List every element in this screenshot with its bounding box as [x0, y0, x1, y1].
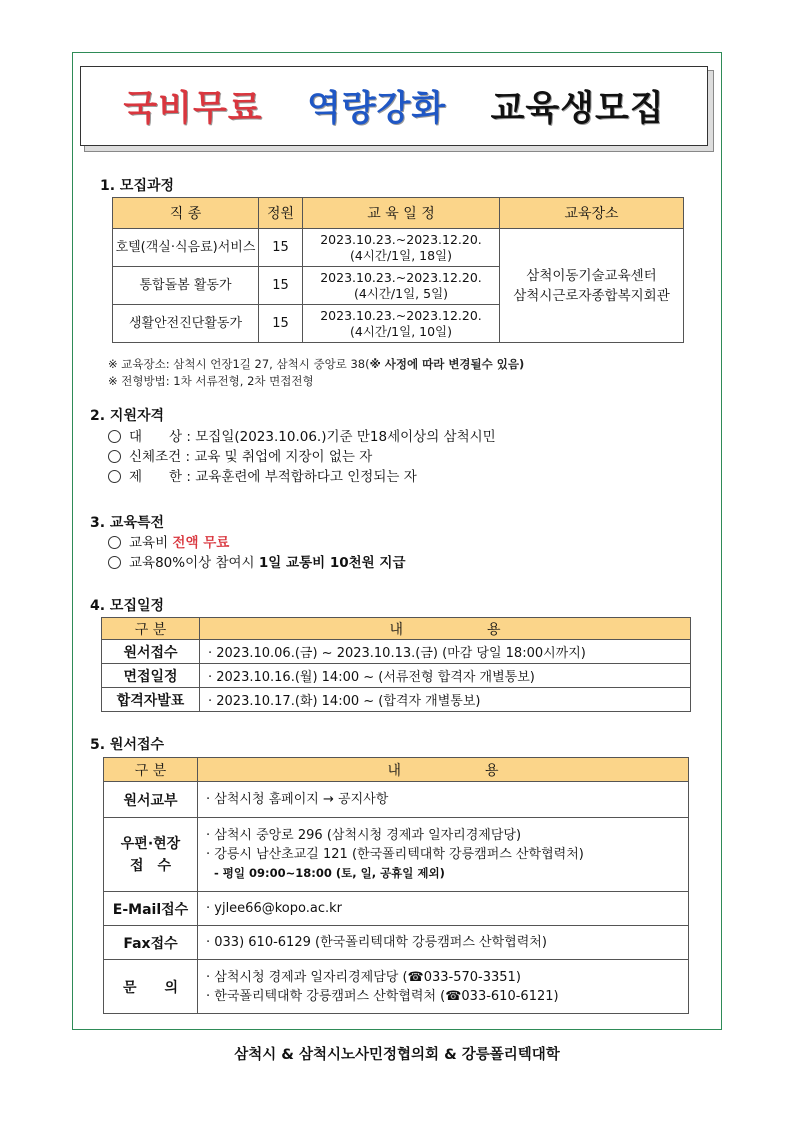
col-header-category: 구 분 — [104, 758, 198, 782]
benefit-highlight: 전액 무료 — [172, 535, 230, 551]
table-row — [102, 664, 691, 688]
eligibility-text: 교육 및 취업에 지장이 없는 자 — [194, 449, 373, 465]
schedule-detail: (4시간/1일, 10일) — [349, 323, 453, 339]
application-value-line: · 삼척시청 경제과 일자리경제담당 (☎033-570-3351) — [206, 969, 521, 985]
job-cell: 호텔(객실·식음료)서비스 — [113, 229, 259, 267]
note-place-warning: ※ 사정에 따라 변경될수 있음) — [369, 357, 525, 371]
quota-cell: 15 — [259, 267, 303, 305]
eligibility-item: 제 한 : 교육훈련에 부적합하다고 인정되는 자 — [108, 465, 417, 485]
schedule-key: 합격자발표 — [102, 688, 200, 712]
application-key: Fax접수 — [104, 926, 198, 960]
note-place-text: ※ 교육장소: 삼척시 언장1길 27, 삼척시 중앙로 38( — [108, 357, 370, 371]
circle-bullet-icon — [108, 536, 121, 549]
note-selection: ※ 전형방법: 1차 서류전형, 2차 면접전형 — [108, 374, 314, 388]
section5-heading: 5. 원서접수 — [90, 737, 165, 753]
job-cell: 통합돌봄 활동가 — [113, 267, 259, 305]
title-banner — [80, 66, 708, 146]
application-key-line: 접 수 — [129, 857, 172, 874]
table-row — [104, 926, 689, 960]
application-value: · yjlee66@kopo.ac.kr — [198, 892, 689, 926]
col-header-schedule: 교 육 일 정 — [303, 198, 500, 229]
schedule-table — [101, 617, 691, 712]
circle-bullet-icon — [108, 470, 121, 483]
place-line-1: 삼척이동기술교육센터 — [526, 267, 657, 284]
job-cell: 생활안전진단활동가 — [113, 305, 259, 343]
section3-heading: 3. 교육특전 — [90, 515, 165, 531]
schedule-key: 원서접수 — [102, 640, 200, 664]
table-row — [102, 688, 691, 712]
benefit-item — [108, 551, 406, 571]
application-key: E-Mail접수 — [104, 892, 198, 926]
col-header-job: 직 종 — [113, 198, 259, 229]
schedule-period: 2023.10.23.~2023.12.20. — [320, 307, 482, 323]
eligibility-label: 신체조건 — [129, 449, 182, 465]
application-value — [198, 960, 689, 1014]
schedule-value: · 2023.10.16.(월) 14:00 ~ (서류전형 합격자 개별통보) — [200, 664, 691, 688]
benefit-highlight: 1일 교통비 10천원 지급 — [258, 555, 406, 571]
place-cell — [500, 229, 684, 343]
application-value: · 삼척시청 홈페이지 → 공지사항 — [198, 782, 689, 818]
schedule-cell — [303, 305, 500, 343]
eligibility-text: 교육훈련에 부적합하다고 인정되는 자 — [195, 469, 417, 485]
title-part-capacity: 역량강화 — [306, 89, 447, 129]
schedule-period: 2023.10.23.~2023.12.20. — [320, 269, 482, 285]
course-table — [112, 197, 684, 343]
schedule-value: · 2023.10.17.(화) 14:00 ~ (합격자 개별통보) — [200, 688, 691, 712]
eligibility-item: 신체조건 : 교육 및 취업에 지장이 없는 자 — [108, 445, 372, 465]
circle-bullet-icon — [108, 450, 121, 463]
schedule-detail: (4시간/1일, 18일) — [349, 247, 453, 263]
col-header-content: 내 용 — [198, 758, 689, 782]
place-line-2: 삼척시근로자종합복지회관 — [513, 287, 670, 304]
schedule-cell — [303, 229, 500, 267]
application-key-line: 우편·현장 — [120, 835, 181, 852]
eligibility-label: 대 상 — [129, 429, 183, 445]
benefit-text: 교육80%이상 참여시 — [129, 555, 259, 571]
application-value-line: · 한국폴리텍대학 강릉캠퍼스 산학협력처 (☎033-610-6121) — [206, 988, 559, 1004]
benefit-item — [108, 531, 229, 551]
table-row — [113, 229, 684, 267]
benefit-text: 교육비 — [129, 535, 173, 551]
circle-bullet-icon — [108, 430, 121, 443]
application-hours: - 평일 09:00~18:00 (토, 일, 공휴일 제외) — [214, 866, 445, 880]
note-place — [108, 356, 524, 372]
application-key: 문 의 — [104, 960, 198, 1014]
application-value — [198, 818, 689, 892]
col-header-quota: 정원 — [259, 198, 303, 229]
table-row — [102, 640, 691, 664]
col-header-place: 교육장소 — [500, 198, 684, 229]
col-header-content: 내 용 — [200, 618, 691, 640]
table-row — [104, 782, 689, 818]
table-row — [104, 818, 689, 892]
application-value: · 033) 610-6129 (한국폴리텍대학 강릉캠퍼스 산학협력처) — [198, 926, 689, 960]
title-part-free: 국비무료 — [123, 89, 263, 129]
eligibility-text: 모집일(2023.10.06.)기준 만18세이상의 삼척시민 — [195, 429, 496, 445]
schedule-detail: (4시간/1일, 5일) — [353, 285, 449, 301]
section1-heading: 1. 모집과정 — [100, 178, 175, 194]
schedule-period: 2023.10.23.~2023.12.20. — [320, 231, 482, 247]
footer-organizers: 삼척시 & 삼척시노사민정협의회 & 강릉폴리텍대학 — [234, 1047, 560, 1063]
table-row — [104, 960, 689, 1014]
application-key: 원서교부 — [104, 782, 198, 818]
quota-cell: 15 — [259, 229, 303, 267]
schedule-key: 면접일정 — [102, 664, 200, 688]
schedule-cell — [303, 267, 500, 305]
section4-heading: 4. 모집일정 — [90, 598, 165, 614]
section2-heading: 2. 지원자격 — [90, 408, 165, 424]
col-header-category: 구 분 — [102, 618, 200, 640]
application-value-line: · 삼척시 중앙로 296 (삼척시청 경제과 일자리경제담당) — [206, 828, 522, 843]
application-table — [103, 757, 689, 1014]
schedule-value: · 2023.10.06.(금) ~ 2023.10.13.(금) (마감 당일 18:00시까지) — [200, 640, 691, 664]
application-key — [104, 818, 198, 892]
title-part-recruit: 교육생모집 — [490, 89, 665, 129]
table-row — [104, 892, 689, 926]
circle-bullet-icon — [108, 556, 121, 569]
application-value-line: · 강릉시 남산초교길 121 (한국폴리텍대학 강릉캠퍼스 산학협력처) — [206, 847, 584, 862]
quota-cell: 15 — [259, 305, 303, 343]
eligibility-item: 대 상 : 모집일(2023.10.06.)기준 만18세이상의 삼척시민 — [108, 425, 496, 445]
eligibility-label: 제 한 — [129, 469, 183, 485]
